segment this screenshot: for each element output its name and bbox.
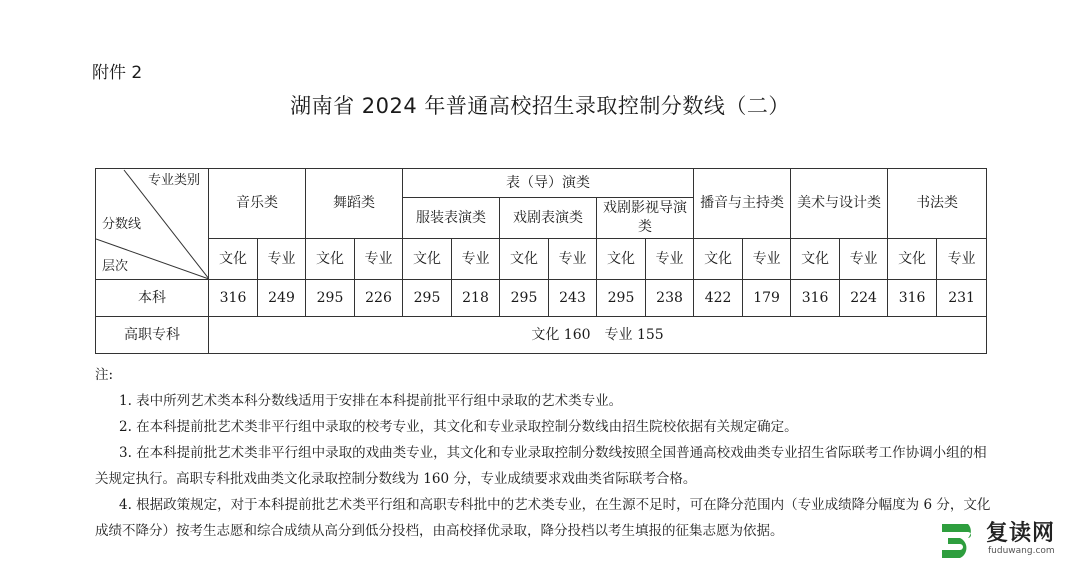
score-cell: 243 xyxy=(549,280,597,317)
subheader-major: 专业 xyxy=(840,239,888,280)
table-row-vocational xyxy=(96,317,987,354)
subheader-culture: 文化 xyxy=(500,239,549,280)
page-title: 湖南省 2024 年普通高校招生录取控制分数线（二） xyxy=(290,94,790,118)
score-cell: 422 xyxy=(694,280,743,317)
score-cell: 295 xyxy=(403,280,452,317)
subheader-row xyxy=(96,239,987,280)
watermark-url: fuduwang.com xyxy=(988,546,1055,556)
watermark-name: 复读网 xyxy=(986,521,1056,546)
subheader-culture: 文化 xyxy=(209,239,258,280)
subheader-major: 专业 xyxy=(452,239,500,280)
subheader-culture: 文化 xyxy=(694,239,743,280)
corner-label-level: 层次 xyxy=(102,259,129,275)
table-row-undergrad xyxy=(96,280,987,317)
group-header-art: 美术与设计类 xyxy=(791,169,888,239)
score-cell: 316 xyxy=(791,280,840,317)
note-item-2: 2. 在本科提前批艺术类非平行组中录取的校考专业，其文化和专业录取控制分数线由招生院校依据有关规定确定。 xyxy=(119,419,798,435)
score-cell: 295 xyxy=(306,280,355,317)
corner-header-cell xyxy=(96,169,209,280)
row-label-undergrad: 本科 xyxy=(96,280,209,317)
score-cell: 295 xyxy=(500,280,549,317)
group-header-dance: 舞蹈类 xyxy=(306,169,403,239)
score-cell: 224 xyxy=(840,280,888,317)
group-header-calligraphy: 书法类 xyxy=(888,169,987,239)
subgroup-header-film: 戏剧影视导演类 xyxy=(597,198,694,239)
subheader-major: 专业 xyxy=(937,239,987,280)
group-header-music: 音乐类 xyxy=(209,169,306,239)
logo-mark-icon xyxy=(938,518,980,560)
subheader-major: 专业 xyxy=(355,239,403,280)
score-cell: 231 xyxy=(937,280,987,317)
notes-heading: 注: xyxy=(95,367,114,383)
subheader-major: 专业 xyxy=(549,239,597,280)
subheader-major: 专业 xyxy=(646,239,694,280)
note-item-1: 1. 表中所列艺术类本科分数线适用于安排在本科提前批平行组中录取的艺术类专业。 xyxy=(119,393,623,409)
score-cell: 226 xyxy=(355,280,403,317)
subheader-major: 专业 xyxy=(258,239,306,280)
row-label-vocational: 高职专科 xyxy=(96,317,209,354)
group-header-perform: 表（导）演类 xyxy=(403,169,694,198)
subgroup-header-drama: 戏剧表演类 xyxy=(500,198,597,239)
subgroup-header-costume: 服装表演类 xyxy=(403,198,500,239)
subheader-culture: 文化 xyxy=(597,239,646,280)
vocational-score-cell: 文化 160 专业 155 xyxy=(209,317,987,354)
subheader-culture: 文化 xyxy=(403,239,452,280)
score-table xyxy=(95,168,987,354)
note-item-3: 3. 在本科提前批艺术类非平行组中录取的戏曲类专业，其文化和专业录取控制分数线按照全国普通高校戏曲类专业招生省际联考工作协调小组的相关规定执行。高职专科批戏曲类文化录取控制分数线为 160 分，专业成绩要求戏曲类省际联考合格。 xyxy=(95,445,987,487)
corner-label-score: 分数线 xyxy=(102,217,142,232)
attachment-label: 附件 2 xyxy=(92,63,143,83)
subheader-culture: 文化 xyxy=(888,239,937,280)
score-cell: 316 xyxy=(209,280,258,317)
score-cell: 249 xyxy=(258,280,306,317)
score-cell: 179 xyxy=(743,280,791,317)
score-cell: 295 xyxy=(597,280,646,317)
notes-section xyxy=(95,362,995,544)
subheader-culture: 文化 xyxy=(306,239,355,280)
group-header-broadcast: 播音与主持类 xyxy=(694,169,791,239)
corner-label-category: 专业类别 xyxy=(147,173,200,188)
note-item-4: 4. 根据政策规定，对于本科提前批艺术类平行组和高职专科批中的艺术类专业，在生源不足时，可在降分范围内（专业成绩降分幅度为 6 分，文化成绩不降分）按考生志愿和综合成绩从高分到低分投档，由高校择优录取，降分投档以考生填报的征集志愿为依据。 xyxy=(95,497,991,539)
subheader-culture: 文化 xyxy=(791,239,840,280)
watermark-logo xyxy=(938,516,1078,564)
score-cell: 316 xyxy=(888,280,937,317)
score-cell: 238 xyxy=(646,280,694,317)
score-cell: 218 xyxy=(452,280,500,317)
subheader-major: 专业 xyxy=(743,239,791,280)
